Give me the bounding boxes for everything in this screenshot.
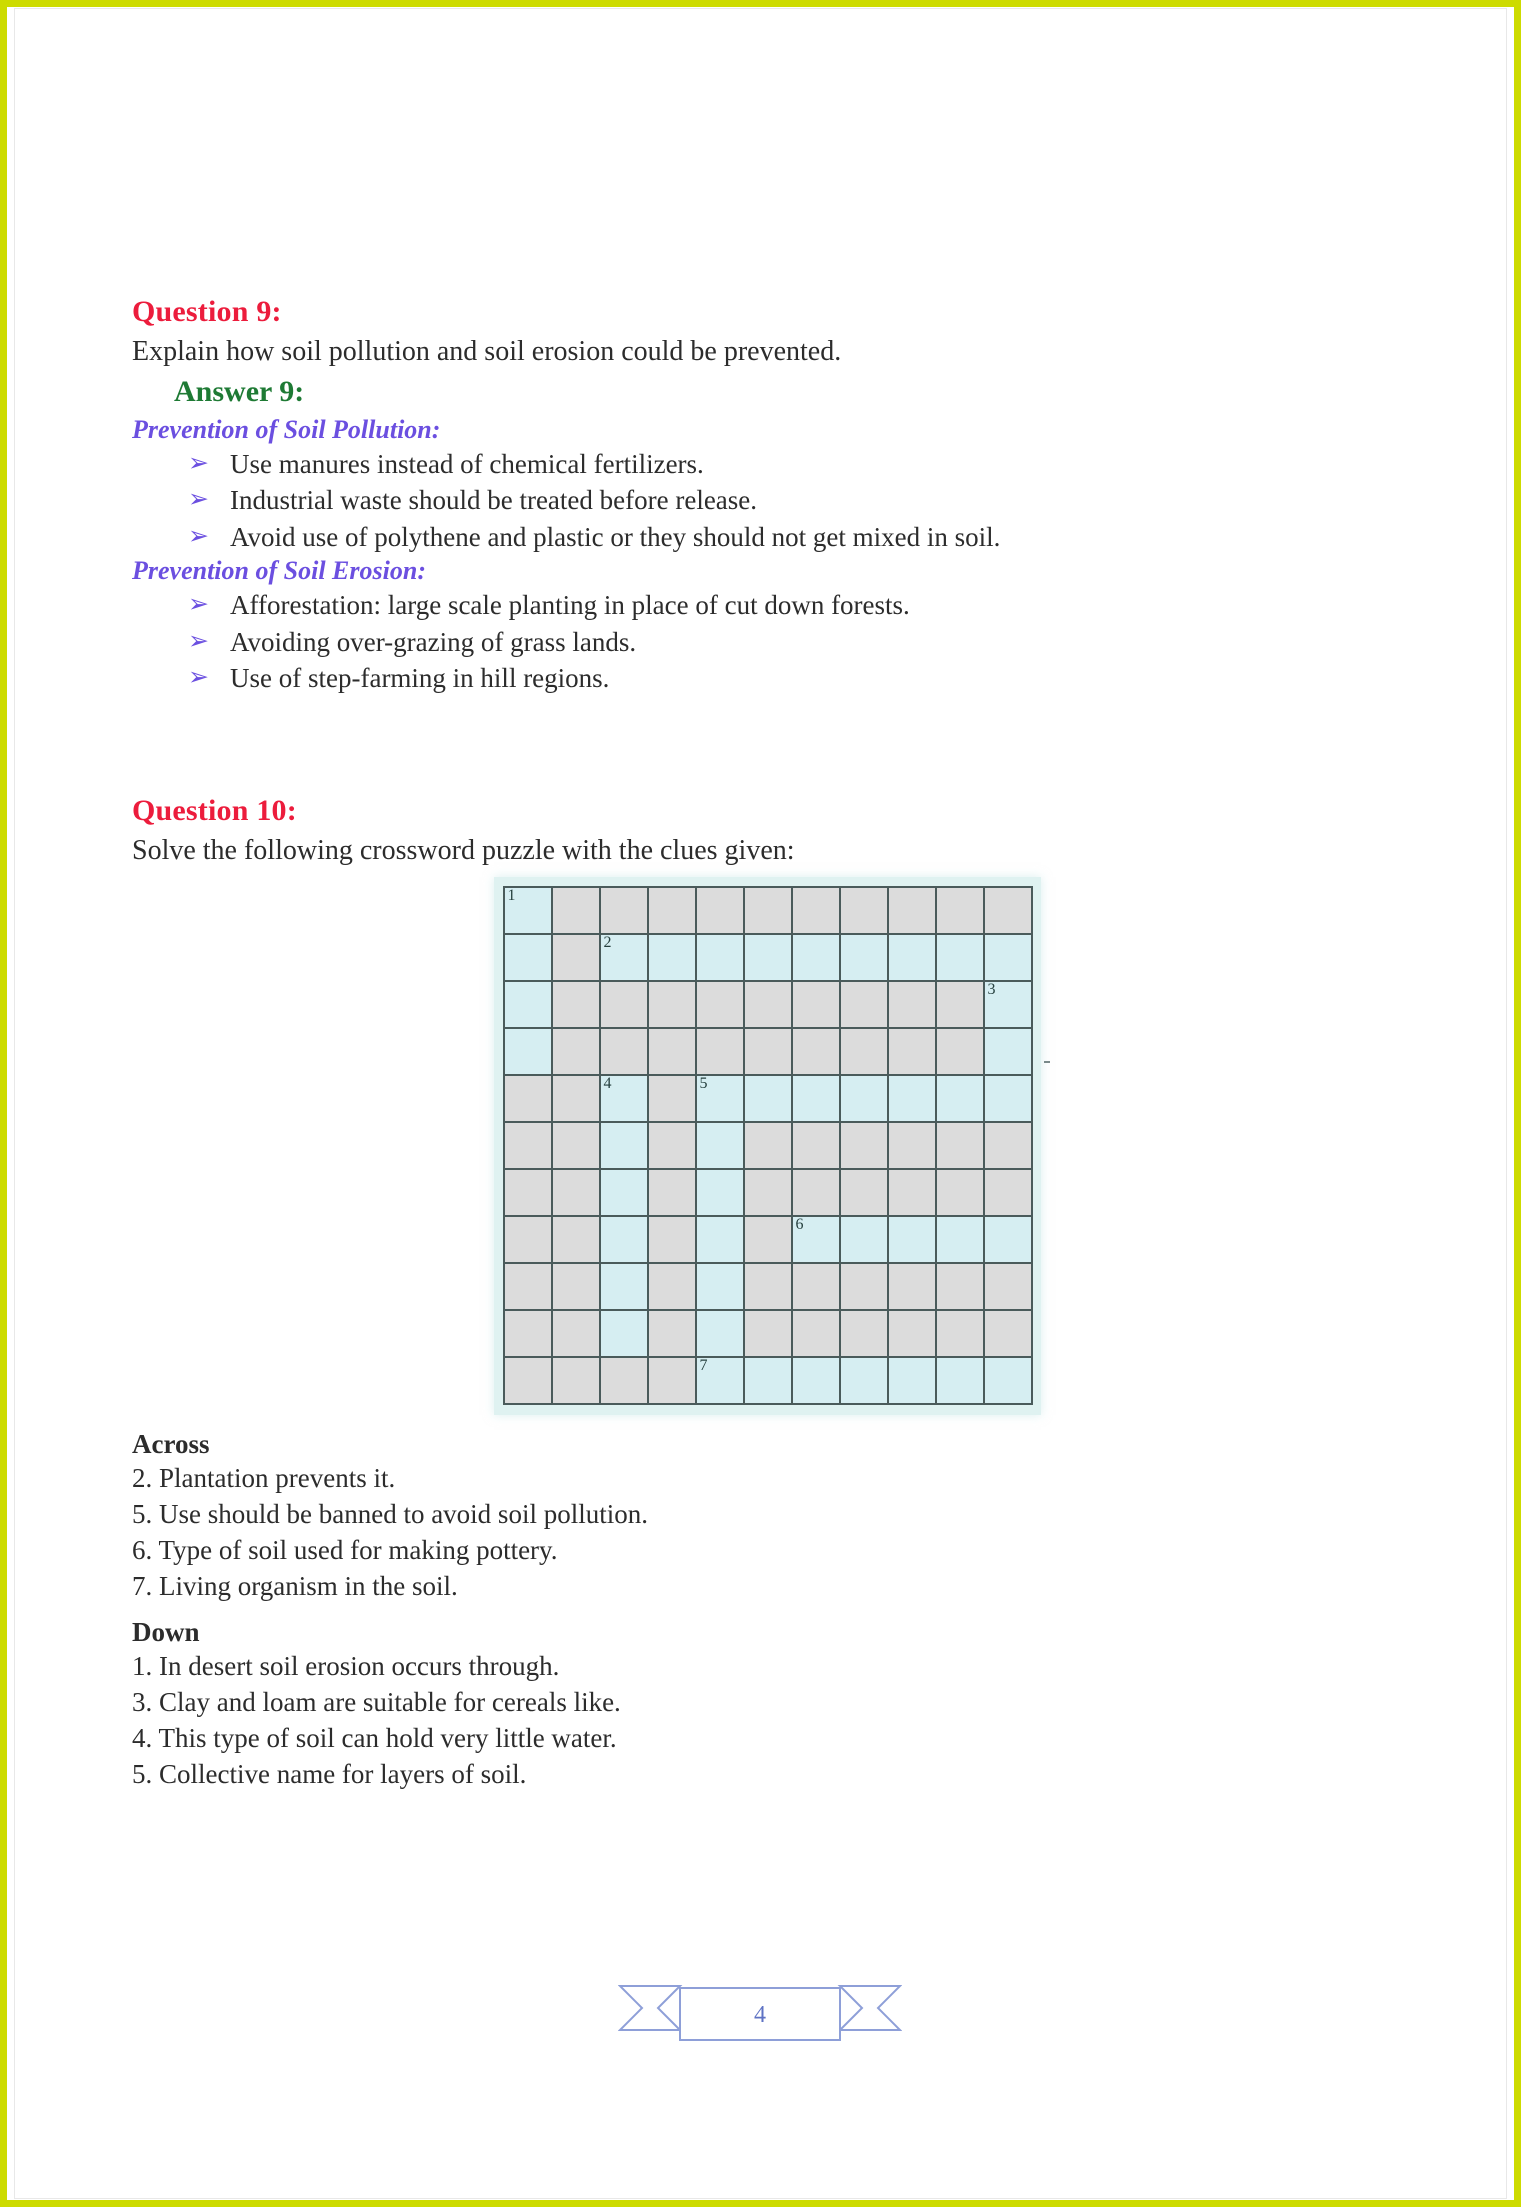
down-heading: Down [132, 1617, 200, 1648]
crossword-cell[interactable] [936, 1122, 984, 1169]
crossword-cell[interactable] [984, 1075, 1032, 1122]
crossword-cell[interactable] [504, 1028, 552, 1075]
crossword-cell[interactable] [984, 887, 1032, 934]
crossword-cell[interactable] [648, 1310, 696, 1357]
crossword-cell[interactable] [936, 1357, 984, 1404]
crossword-row [504, 1310, 1032, 1357]
crossword-cell[interactable] [504, 1357, 552, 1404]
crossword-cell[interactable] [936, 1216, 984, 1263]
crossword-cell[interactable] [552, 981, 600, 1028]
crossword-cell[interactable] [792, 934, 840, 981]
page-content [132, 295, 1402, 1793]
crossword-cell[interactable] [600, 1122, 648, 1169]
crossword-cell-number: 7 [699, 1357, 708, 1375]
bullet-text: Use manures instead of chemical fertilizers. [230, 448, 704, 479]
crossword-cell[interactable] [648, 1169, 696, 1216]
crossword-cell[interactable] [984, 981, 1032, 1028]
crossword-cell[interactable] [552, 1357, 600, 1404]
crossword-cell[interactable] [984, 1028, 1032, 1075]
crossword-cell[interactable] [840, 934, 888, 981]
bullet-text: Afforestation: large scale planting in place of cut down forests. [230, 590, 910, 621]
crossword-cell[interactable] [696, 1263, 744, 1310]
crossword-cell[interactable] [888, 1122, 936, 1169]
crossword-cell[interactable] [792, 1169, 840, 1216]
question-10-heading: Question 10: [132, 793, 297, 827]
crossword-cell-number: 4 [603, 1075, 612, 1093]
crossword-row [504, 887, 1032, 934]
crossword-cell[interactable] [744, 1075, 792, 1122]
crossword-cell[interactable] [888, 1263, 936, 1310]
crossword-cell[interactable] [840, 1216, 888, 1263]
crossword-cell[interactable] [792, 1310, 840, 1357]
crossword-row [504, 1028, 1032, 1075]
crossword-row [504, 1263, 1032, 1310]
crossword-cell[interactable] [744, 1169, 792, 1216]
crossword-cell[interactable] [840, 1075, 888, 1122]
crossword-cell[interactable] [984, 1263, 1032, 1310]
crossword-cell[interactable] [648, 934, 696, 981]
crossword-cell[interactable] [696, 1310, 744, 1357]
crossword-row [504, 1075, 1032, 1122]
crossword-cell[interactable] [600, 934, 648, 981]
crossword-cell[interactable] [600, 1216, 648, 1263]
crossword-row [504, 1169, 1032, 1216]
crossword-cell[interactable] [696, 1028, 744, 1075]
crossword-backdrop [494, 877, 1041, 1415]
crossword-cell[interactable] [504, 1122, 552, 1169]
crossword-cell[interactable] [888, 981, 936, 1028]
crossword-cell[interactable] [744, 1263, 792, 1310]
crossword-cell[interactable] [552, 1075, 600, 1122]
across-clue: 2. Plantation prevents it. [132, 1463, 396, 1494]
crossword-cell[interactable] [840, 1263, 888, 1310]
arrow-bullet-icon: ➢ [188, 449, 209, 477]
crossword-cell[interactable] [504, 1216, 552, 1263]
crossword-cell[interactable] [648, 1357, 696, 1404]
crossword-cell[interactable] [648, 1263, 696, 1310]
crossword-cell[interactable] [552, 1216, 600, 1263]
crossword-cell[interactable] [648, 981, 696, 1028]
crossword-cell[interactable] [648, 1075, 696, 1122]
down-clue: 5. Collective name for layers of soil. [132, 1758, 527, 1789]
down-clue: 4. This type of soil can hold very little water. [132, 1722, 617, 1753]
crossword-cell-number: 5 [699, 1075, 708, 1093]
crossword-cell[interactable] [552, 887, 600, 934]
crossword-cell[interactable] [936, 1169, 984, 1216]
crossword-cell[interactable] [888, 1075, 936, 1122]
footer-ribbon [618, 1966, 902, 2050]
bullet-text: Industrial waste should be treated before release. [230, 485, 758, 516]
list-item [188, 661, 1402, 696]
crossword-cell-number: 6 [795, 1216, 804, 1234]
crossword-cell[interactable] [600, 887, 648, 934]
crossword-cell[interactable] [888, 1028, 936, 1075]
crossword-cell[interactable] [600, 1357, 648, 1404]
crossword-cell[interactable] [504, 1075, 552, 1122]
crossword-cell[interactable] [840, 887, 888, 934]
crossword-cell[interactable] [840, 981, 888, 1028]
crossword-cell[interactable] [648, 1028, 696, 1075]
crossword-grid[interactable] [503, 886, 1033, 1405]
crossword-cell[interactable] [936, 1028, 984, 1075]
crossword-row [504, 1122, 1032, 1169]
crossword-cell[interactable] [840, 1122, 888, 1169]
grid-edge-tick [1044, 1061, 1050, 1063]
crossword-cell[interactable] [504, 887, 552, 934]
list-item [188, 625, 1402, 660]
question-10-text: Solve the following crossword puzzle with the clues given: [132, 834, 795, 866]
crossword-cell[interactable] [600, 1028, 648, 1075]
crossword-cell-number: 3 [987, 981, 996, 999]
crossword-cell[interactable] [744, 981, 792, 1028]
crossword-cell[interactable] [504, 1263, 552, 1310]
across-clue: 5. Use should be banned to avoid soil pollution. [132, 1499, 648, 1530]
crossword-cell[interactable] [504, 981, 552, 1028]
question-9-text: Explain how soil pollution and soil erosion could be prevented. [132, 336, 842, 367]
crossword-cell[interactable] [888, 1357, 936, 1404]
list-item [188, 588, 1402, 623]
crossword-cell[interactable] [552, 1028, 600, 1075]
crossword-cell[interactable] [696, 1357, 744, 1404]
section-spacer [132, 698, 1402, 794]
crossword-cell[interactable] [744, 1357, 792, 1404]
crossword-cell[interactable] [696, 981, 744, 1028]
crossword-cell[interactable] [552, 1310, 600, 1357]
crossword-cell[interactable] [648, 1216, 696, 1263]
crossword-cell[interactable] [984, 934, 1032, 981]
crossword-cell[interactable] [936, 981, 984, 1028]
crossword-cell[interactable] [744, 1216, 792, 1263]
crossword-cell[interactable] [936, 887, 984, 934]
arrow-bullet-icon: ➢ [188, 627, 209, 655]
down-clue: 3. Clay and loam are suitable for cereals like. [132, 1687, 621, 1718]
crossword-cell[interactable] [888, 934, 936, 981]
list-item [188, 447, 1402, 482]
crossword-cell[interactable] [936, 934, 984, 981]
crossword-cell[interactable] [696, 934, 744, 981]
crossword-cell[interactable] [840, 1169, 888, 1216]
prevention-soil-erosion-section [132, 556, 1402, 696]
crossword-cell[interactable] [792, 981, 840, 1028]
arrow-bullet-icon: ➢ [188, 522, 209, 550]
crossword-cell[interactable] [552, 1169, 600, 1216]
crossword-row [504, 981, 1032, 1028]
crossword-cell[interactable] [552, 1122, 600, 1169]
crossword-cell[interactable] [888, 887, 936, 934]
soil-pollution-bullet-list [132, 447, 1402, 555]
across-clue: 6. Type of soil used for making pottery. [132, 1534, 558, 1565]
crossword-cell[interactable] [504, 1169, 552, 1216]
crossword-cell[interactable] [744, 934, 792, 981]
crossword-cell[interactable] [696, 1169, 744, 1216]
crossword-cell[interactable] [888, 1216, 936, 1263]
crossword-cell[interactable] [792, 887, 840, 934]
bullet-text: Use of step-farming in hill regions. [230, 663, 610, 694]
crossword-cell[interactable] [888, 1169, 936, 1216]
across-clue: 7. Living organism in the soil. [132, 1570, 458, 1601]
crossword-cell[interactable] [696, 1075, 744, 1122]
page-number: 4 [754, 2002, 766, 2028]
question-9-heading: Question 9: [132, 295, 282, 328]
crossword-cell[interactable] [744, 1310, 792, 1357]
crossword-cell[interactable] [504, 934, 552, 981]
crossword-cell[interactable] [744, 1028, 792, 1075]
crossword-cell[interactable] [648, 1122, 696, 1169]
crossword-cell[interactable] [552, 934, 600, 981]
crossword-row [504, 1357, 1032, 1404]
answer-9-heading: Answer 9: [174, 374, 305, 408]
crossword-cell[interactable] [840, 1028, 888, 1075]
crossword-cell[interactable] [792, 1216, 840, 1263]
crossword-cell-number: 2 [603, 934, 612, 952]
crossword-cell[interactable] [600, 1263, 648, 1310]
subheading-soil-erosion: Prevention of Soil Erosion: [132, 556, 426, 586]
crossword-cell[interactable] [552, 1263, 600, 1310]
crossword-row [504, 1216, 1032, 1263]
crossword-cell[interactable] [600, 1075, 648, 1122]
crossword-cell[interactable] [696, 887, 744, 934]
bullet-text: Avoid use of polythene and plastic or they should not get mixed in soil. [230, 521, 1001, 552]
crossword-cell[interactable] [600, 1169, 648, 1216]
crossword-cell[interactable] [696, 1216, 744, 1263]
list-item [188, 483, 1402, 518]
crossword-cell[interactable] [984, 1122, 1032, 1169]
crossword-cell[interactable] [984, 1310, 1032, 1357]
crossword-cell[interactable] [600, 1310, 648, 1357]
crossword-cell[interactable] [792, 1028, 840, 1075]
crossword-cell[interactable] [648, 887, 696, 934]
down-clue: 1. In desert soil erosion occurs through. [132, 1651, 560, 1682]
crossword-cell[interactable] [744, 1122, 792, 1169]
subheading-soil-pollution: Prevention of Soil Pollution: [132, 414, 441, 444]
crossword-cell[interactable] [792, 1122, 840, 1169]
crossword-cell[interactable] [984, 1216, 1032, 1263]
crossword-cell[interactable] [792, 1263, 840, 1310]
list-item [188, 520, 1402, 555]
prevention-soil-pollution-section [132, 415, 1402, 555]
soil-erosion-bullet-list [132, 588, 1402, 696]
arrow-bullet-icon: ➢ [188, 591, 209, 619]
crossword-cell[interactable] [840, 1310, 888, 1357]
crossword-cell[interactable] [984, 1169, 1032, 1216]
crossword-cell[interactable] [792, 1075, 840, 1122]
bullet-text: Avoiding over-grazing of grass lands. [230, 626, 637, 657]
crossword-cell[interactable] [936, 1075, 984, 1122]
crossword-cell[interactable] [600, 981, 648, 1028]
crossword-cell[interactable] [984, 1357, 1032, 1404]
crossword-cell-number: 1 [507, 887, 516, 905]
arrow-bullet-icon: ➢ [188, 486, 209, 514]
arrow-bullet-icon: ➢ [188, 664, 209, 692]
crossword-cell[interactable] [936, 1263, 984, 1310]
crossword-cell[interactable] [792, 1357, 840, 1404]
crossword-cell[interactable] [840, 1357, 888, 1404]
crossword-cell[interactable] [888, 1310, 936, 1357]
across-heading: Across [132, 1429, 210, 1460]
crossword-cell[interactable] [744, 887, 792, 934]
crossword-cell[interactable] [696, 1122, 744, 1169]
crossword-cell[interactable] [504, 1310, 552, 1357]
crossword-cell[interactable] [936, 1310, 984, 1357]
crossword-container [132, 877, 1402, 1415]
crossword-row [504, 934, 1032, 981]
